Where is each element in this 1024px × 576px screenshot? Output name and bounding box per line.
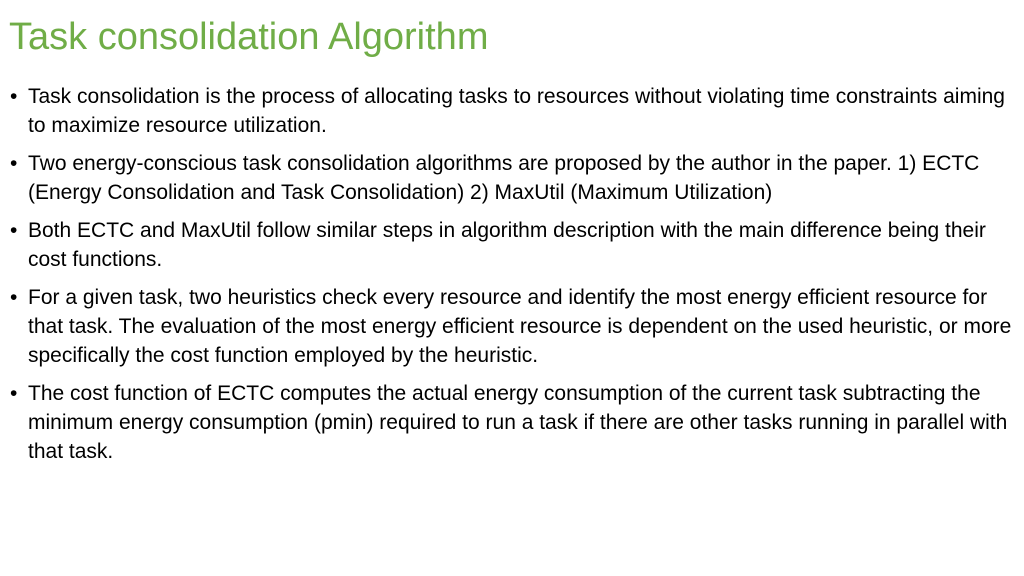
- slide-title: Task consolidation Algorithm: [9, 16, 489, 58]
- bullet-icon: •: [10, 85, 18, 108]
- bullet-item: [10, 149, 1014, 207]
- bullet-text: Two energy-conscious task consolidation algorithms are proposed by the author in the paper. 1) ECTC (Energy Consolidation and Task Consolidation) 2) MaxUtil (Maximum Utilization): [28, 152, 980, 204]
- bullet-item: [10, 283, 1014, 370]
- bullet-text: Both ECTC and MaxUtil follow similar steps in algorithm description with the main difference being their cost functions.: [28, 219, 986, 271]
- bullet-icon: •: [10, 382, 18, 405]
- bullet-item: [10, 82, 1014, 140]
- bullet-text: For a given task, two heuristics check every resource and identify the most energy efficient resource for that task. The evaluation of the most energy efficient resource is dependent on the used heuristic, or more specifically the cost function employed by the heuristic.: [28, 286, 1012, 367]
- bullet-item: [10, 379, 1014, 466]
- bullet-text: The cost function of ECTC computes the actual energy consumption of the current task subtracting the minimum energy consumption (pmin) required to run a task if there are other tasks running in parallel with that task.: [28, 382, 1008, 463]
- bullet-icon: •: [10, 152, 18, 175]
- bullet-item: [10, 216, 1014, 274]
- bullet-icon: •: [10, 286, 18, 309]
- bullet-icon: •: [10, 219, 18, 242]
- bullet-text: Task consolidation is the process of allocating tasks to resources without violating time constraints aiming to maximize resource utilization.: [28, 85, 1005, 137]
- bullet-list: [10, 82, 1014, 475]
